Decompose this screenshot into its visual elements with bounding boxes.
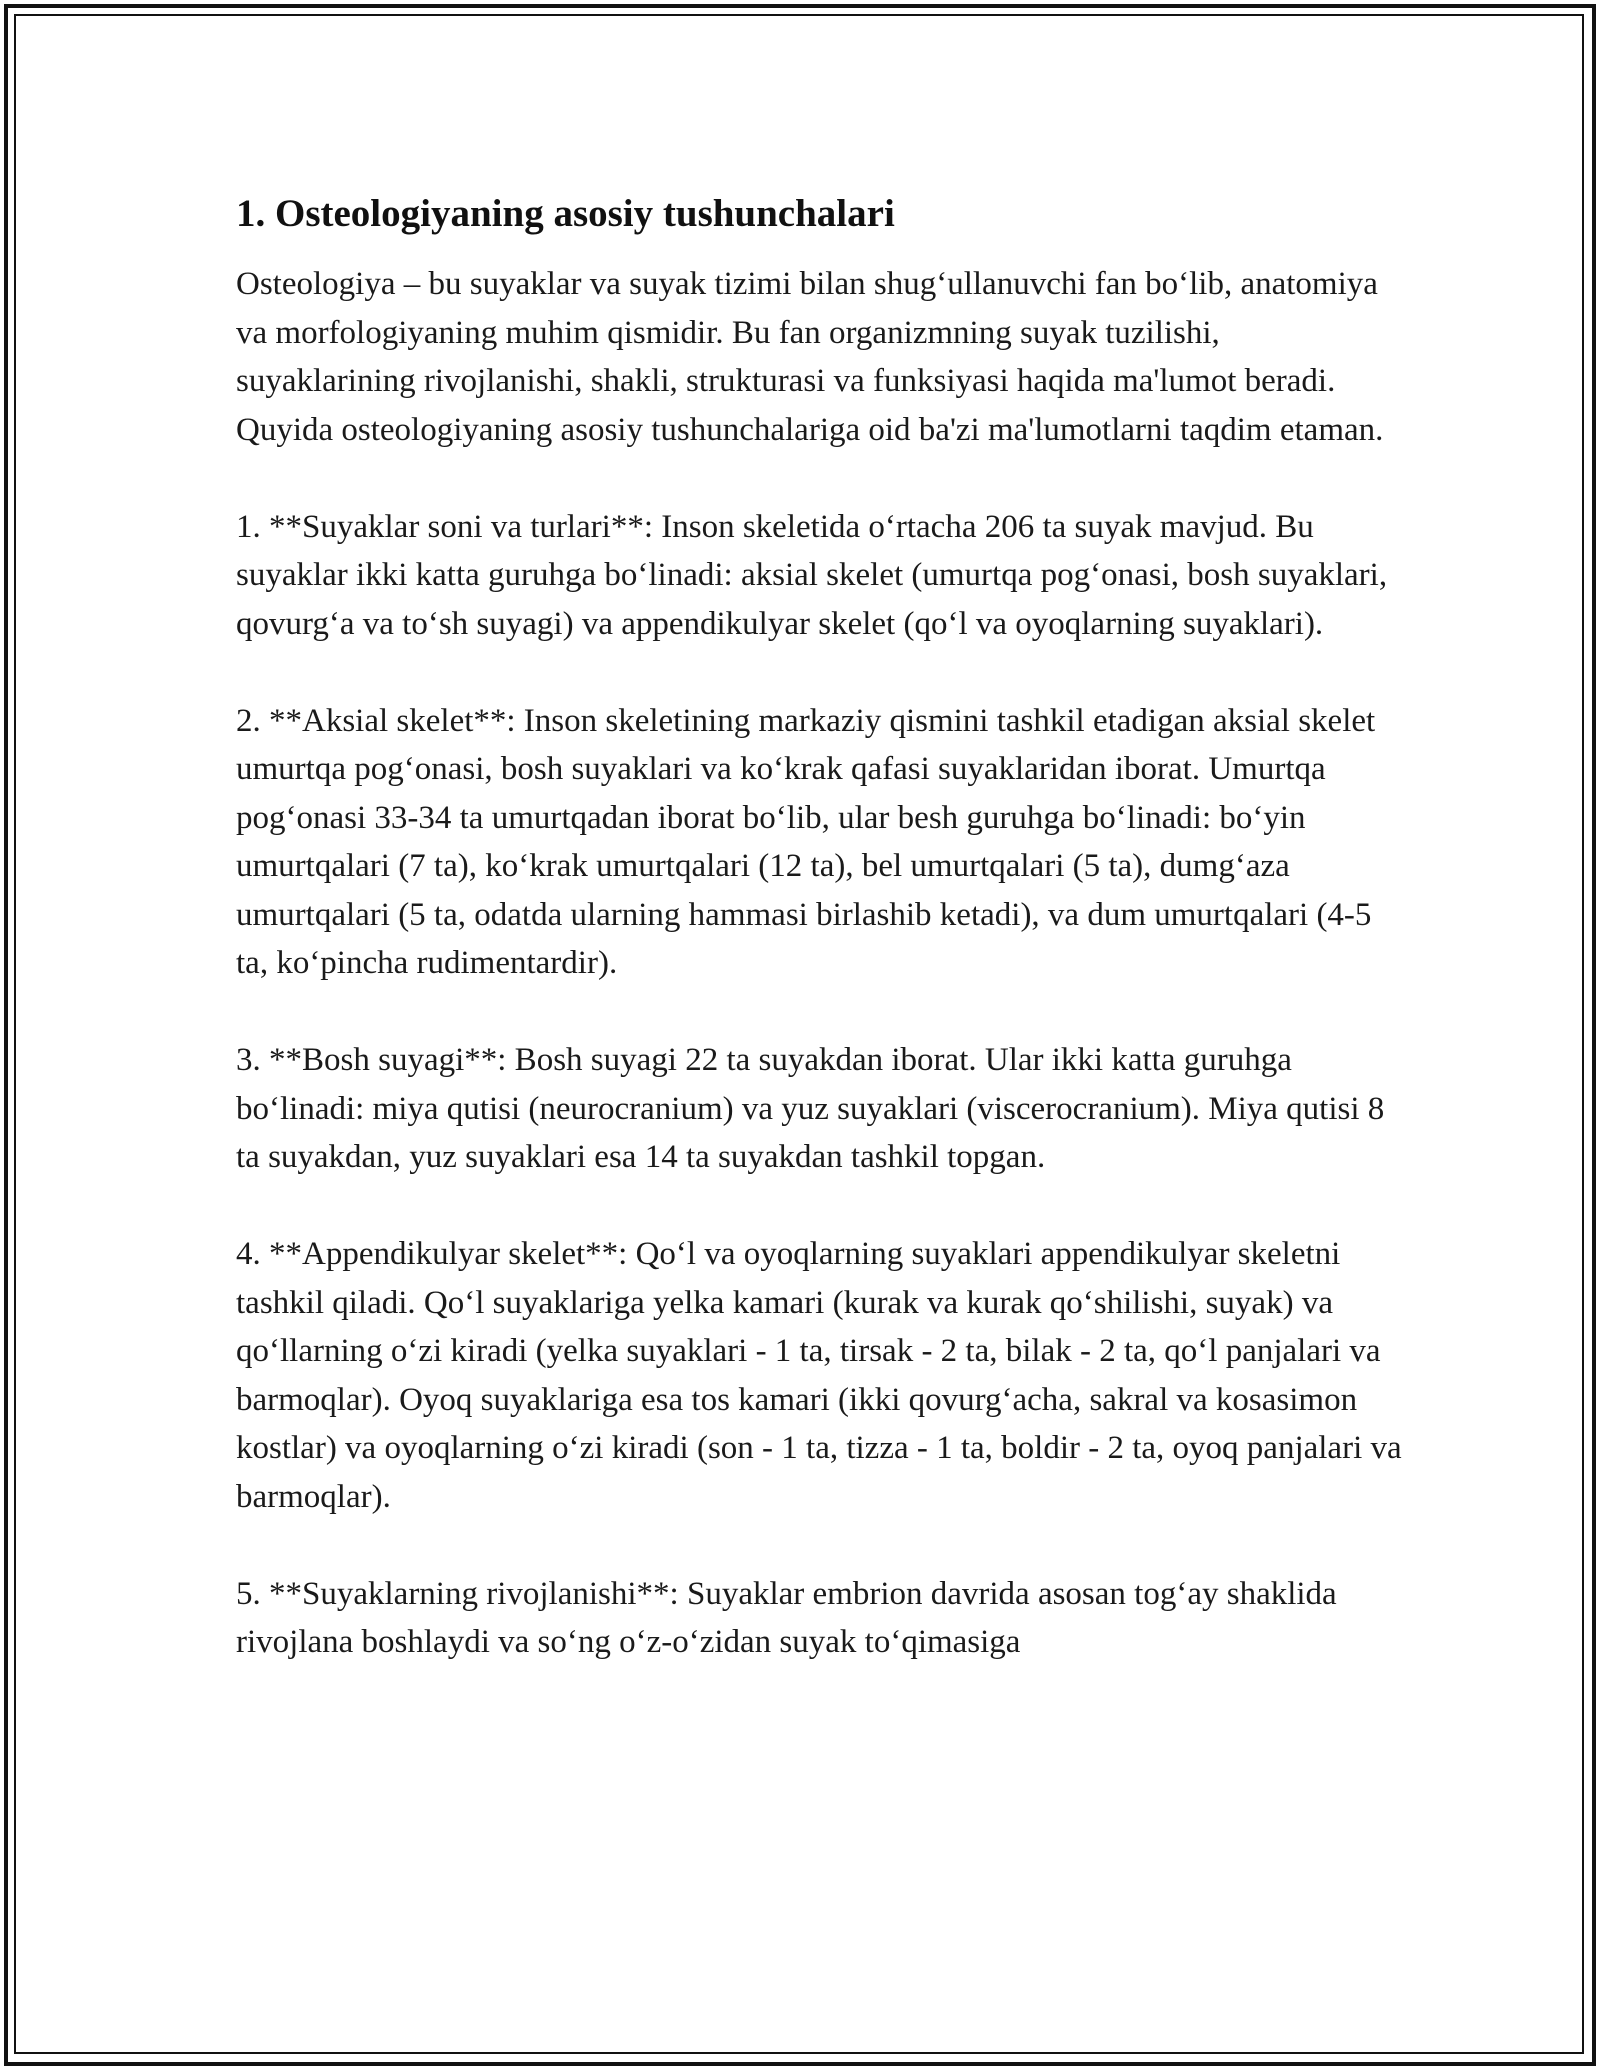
list-item-aksial-skelet: 2. **Aksial skelet**: Inson skeletining markaziy qismini tashkil etadigan aksial skelet umurtqa pog‘onasi, bosh suyaklari va ko‘krak qafasi suyaklaridan iborat. Umurtqa pog‘onasi 33-34 ta umurtqadan iborat bo‘lib, ular besh guruhga bo‘linadi: bo‘yin umurtqalari (7 ta), ko‘krak umurtqalari (12 ta), bel umurtqalari (5 ta), dumg‘aza umurtqalari (5 ta, odatda ularning hammasi birlashib ketadi), va dum umurtqalari (4-5 ta, ko‘pincha rudimentardir).: [236, 702, 1376, 981]
list-item-suyaklar-soni: 1. **Suyaklar soni va turlari**: Inson skeletida o‘rtacha 206 ta suyak mavjud. Bu suyaklar ikki katta guruhga bo‘linadi: aksial skelet (umurtqa pog‘onasi, bosh suyaklari, qovurg‘a va to‘sh suyagi) va appendikulyar skelet (qo‘l va oyoqlarning suyaklari).: [236, 508, 1388, 642]
list-item-bosh-suyagi: 3. **Bosh suyagi**: Bosh suyagi 22 ta suyakdan iborat. Ular ikki katta guruhga bo‘linadi: miya qutisi (neurocranium) va yuz suyaklari (viscerocranium). Miya qutisi 8 ta suyakdan, yuz suyaklari esa 14 ta suyakdan tashkil topgan.: [236, 1042, 1385, 1175]
intro-paragraph: Osteologiya – bu suyaklar va suyak tizimi bilan shug‘ullanuvchi fan bo‘lib, anatomiya va morfologiyaning muhim qismidir. Bu fan organizmning suyak tuzilishi, suyaklarining rivojlanishi, shakli, strukturasi va funksiyasi haqida ma'lumot beradi. Quyida osteologiyaning asosiy tushunchalariga oid ba'zi ma'lumotlarni taqdim etaman.: [236, 266, 1384, 448]
section-title: 1. Osteologiyaning asosiy tushunchalari: [236, 192, 895, 235]
list-item-appendikulyar-skelet: 4. **Appendikulyar skelet**: Qo‘l va oyoqlarning suyaklari appendikulyar skeletni tashkil qiladi. Qo‘l suyaklariga yelka kamari (kurak va kurak qo‘shilishi, suyak) va qo‘llarning o‘zi kiradi (yelka suyaklari - 1 ta, tirsak - 2 ta, bilak - 2 ta, qo‘l panjalari va barmoqlar). Oyoq suyaklariga esa tos kamari (ikki qovurg‘acha, sakral va kosasimon kostlar) va oyoqlarning o‘zi kiradi (son - 1 ta, tizza - 1 ta, boldir - 2 ta, oyoq panjalari va barmoqlar).: [236, 1236, 1402, 1515]
list-item-rivojlanishi: 5. **Suyaklarning rivojlanishi**: Suyaklar embrion davrida asosan tog‘ay shaklida rivojlana boshlaydi va so‘ng o‘z-o‘zidan suyak to‘qimasiga: [236, 1575, 1337, 1660]
document-body: [236, 186, 1406, 1667]
